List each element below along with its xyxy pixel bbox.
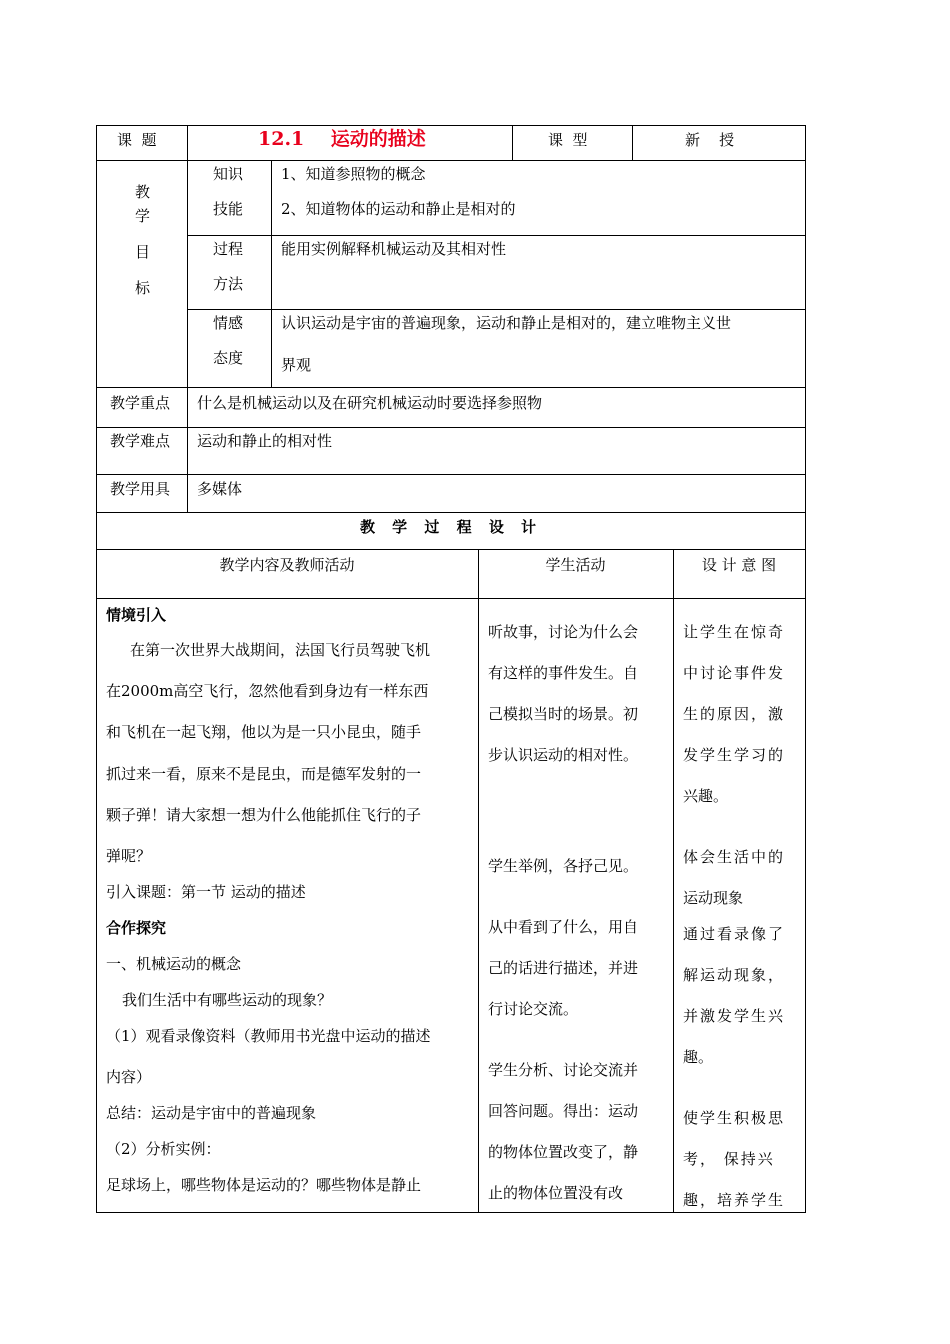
key-point-label: 教学重点 — [110, 394, 171, 412]
table-border — [96, 160, 806, 161]
paragraph-line: 和飞机在一起飞翔，他以为是一只小昆虫，随手 — [106, 723, 422, 741]
table-border — [96, 427, 806, 428]
knowledge-label: 知识 — [213, 165, 244, 183]
student-line: 行讨论交流。 — [488, 1000, 579, 1018]
lesson-title: 12.1 运动的描述 — [258, 128, 426, 150]
intent-line: 解运动现象， — [683, 966, 786, 984]
student-line: 步认识运动的相对性。 — [488, 746, 639, 764]
intent-line: 运动现象 — [683, 889, 744, 907]
table-border — [96, 387, 806, 388]
intent-line: 趣。 — [683, 1048, 714, 1066]
paragraph-line: 弹呢？ — [106, 847, 152, 865]
knowledge-item: 2、知道物体的运动和静止是相对的 — [281, 200, 516, 218]
paragraph-line: 总结：运动是宇宙中的普遍现象 — [106, 1104, 317, 1122]
table-border — [96, 512, 806, 513]
tools-label: 教学用具 — [110, 480, 171, 498]
intent-line: 通过看录像了 — [683, 925, 786, 943]
table-border — [96, 598, 806, 599]
intent-line: 发学生学习的 — [683, 746, 786, 764]
emotion-label: 情感 — [213, 314, 244, 332]
emotion-label: 态度 — [213, 349, 244, 367]
paragraph-line: 颗子弹！请大家想一想为什么他能抓住飞行的子 — [106, 806, 422, 824]
design-heading: 教 学 过 程 设 计 — [359, 518, 543, 536]
table-border — [96, 549, 806, 550]
process-label: 方法 — [213, 275, 244, 293]
table-border — [632, 125, 633, 160]
objectives-label-char: 目 — [135, 243, 151, 261]
intent-line: 生的原因，激 — [683, 705, 786, 723]
student-line: 己模拟当时的场景。初 — [488, 705, 639, 723]
lesson-label: 课 题 — [117, 131, 157, 149]
student-line: 的物体位置改变了，静 — [488, 1143, 639, 1161]
intent-line: 中讨论事件发 — [683, 664, 786, 682]
paragraph-line: 我们生活中有哪些运动的现象？ — [122, 991, 333, 1009]
paragraph-line: 在2000m高空飞行，忽然他看到身边有一样东西 — [106, 682, 429, 700]
intent-line: 趣，培养学生 — [683, 1191, 786, 1209]
student-line: 回答问题。得出：运动 — [488, 1102, 639, 1120]
table-border — [187, 235, 806, 236]
objectives-label-char: 教 — [135, 183, 151, 201]
intent-line: 让学生在惊奇 — [683, 623, 786, 641]
student-line: 听故事，讨论为什么会 — [488, 623, 639, 641]
table-border — [187, 309, 806, 310]
column-header-student: 学生活动 — [545, 556, 606, 574]
paragraph-line: （1）观看录像资料（教师用书光盘中运动的描述 — [106, 1027, 431, 1045]
table-border — [187, 125, 188, 512]
student-line: 学生分析、讨论交流并 — [488, 1061, 639, 1079]
difficult-point-text: 运动和静止的相对性 — [197, 432, 333, 450]
student-line: 有这样的事件发生。自 — [488, 664, 639, 682]
paragraph-line: 在第一次世界大战期间，法国飞行员驾驶飞机 — [130, 641, 431, 659]
student-line: 学生举例，各抒己见。 — [488, 857, 639, 875]
table-border — [805, 125, 806, 1213]
lesson-type-label: 课 型 — [548, 131, 588, 149]
emotion-text: 界观 — [281, 356, 312, 374]
section-heading: 合作探究 — [106, 919, 167, 937]
knowledge-item: 1、知道参照物的概念 — [281, 165, 426, 183]
intent-line: 并激发学生兴 — [683, 1007, 786, 1025]
table-border — [96, 125, 806, 126]
section-heading: 情境引入 — [106, 606, 167, 624]
paragraph-line: 引入课题：第一节 运动的描述 — [106, 883, 306, 901]
intent-line: 兴趣。 — [683, 787, 729, 805]
table-border — [271, 160, 272, 387]
tools-text: 多媒体 — [197, 480, 243, 498]
table-border — [673, 549, 674, 1212]
table-border — [96, 474, 806, 475]
intent-line: 使学生积极思 — [683, 1109, 786, 1127]
table-border — [96, 1212, 806, 1213]
lesson-type-value: 新 授 — [685, 131, 735, 149]
student-line: 从中看到了什么，用自 — [488, 918, 639, 936]
difficult-point-label: 教学难点 — [110, 432, 171, 450]
student-line: 己的话进行描述，并进 — [488, 959, 639, 977]
process-text: 能用实例解释机械运动及其相对性 — [281, 240, 507, 258]
table-border — [512, 125, 513, 160]
emotion-text: 认识运动是宇宙的普遍现象，运动和静止是相对的，建立唯物主义世 — [281, 314, 732, 332]
student-line: 止的物体位置没有改 — [488, 1184, 624, 1202]
objectives-label-char: 学 — [135, 207, 151, 225]
intent-line: 考， 保持兴 — [683, 1150, 775, 1168]
column-header-intent: 设 计 意 图 — [701, 556, 777, 574]
paragraph-line: 一、机械运动的概念 — [106, 955, 242, 973]
table-border — [478, 549, 479, 1212]
paragraph-line: 足球场上，哪些物体是运动的？哪些物体是静止 — [106, 1176, 422, 1194]
objectives-label-char: 标 — [135, 279, 151, 297]
paragraph-line: （2）分析实例： — [106, 1140, 221, 1158]
process-label: 过程 — [213, 240, 244, 258]
knowledge-label: 技能 — [213, 200, 244, 218]
paragraph-line: 抓过来一看，原来不是昆虫，而是德军发射的一 — [106, 765, 422, 783]
column-header-teacher: 教学内容及教师活动 — [219, 556, 355, 574]
key-point-text: 什么是机械运动以及在研究机械运动时要选择参照物 — [197, 394, 543, 412]
intent-line: 体会生活中的 — [683, 848, 786, 866]
table-border — [96, 125, 97, 1213]
paragraph-line: 内容） — [106, 1068, 152, 1086]
